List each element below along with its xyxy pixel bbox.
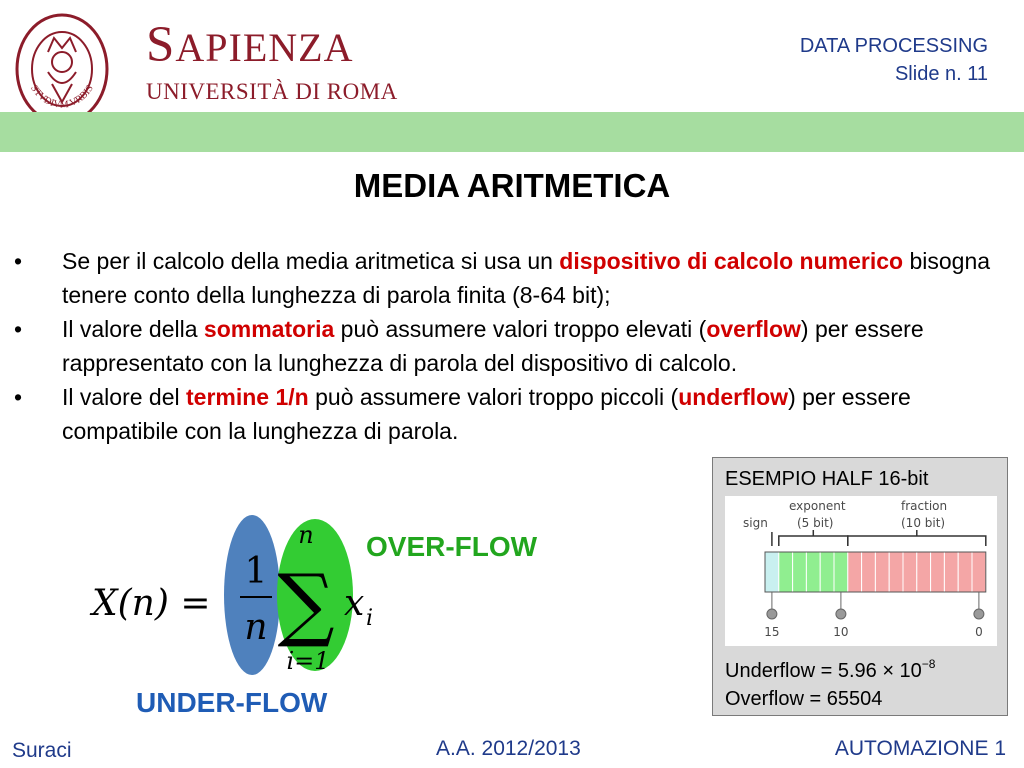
formula-term: x <box>344 583 365 624</box>
bullet-highlight: underflow <box>678 384 789 410</box>
header-info <box>800 32 988 88</box>
bit-group-brackets <box>772 530 986 546</box>
bit-cell <box>917 552 931 592</box>
bit-position-dot <box>836 609 846 619</box>
bit-cell <box>958 552 972 592</box>
fraction-label: fraction <box>901 499 948 513</box>
bit-position-label: 10 <box>833 625 849 639</box>
bit-position-dot <box>767 609 777 619</box>
half-float-bit-diagram <box>725 496 997 646</box>
bullet-item <box>14 380 1004 448</box>
bit-position-label: 0 <box>975 625 983 639</box>
bit-cell <box>806 552 820 592</box>
fraction-bits-label: (10 bit) <box>901 516 946 530</box>
underflow-label: UNDER-FLOW <box>136 687 328 718</box>
bullet-text: può assumere valori troppo piccoli ( <box>308 384 679 410</box>
bullet-text: ) per essere rappresentato con la lunghezza di parola del dispositivo di calcolo. <box>62 316 924 376</box>
overflow-label: OVER-FLOW <box>366 531 538 562</box>
footer-course: AUTOMAZIONE 1 <box>834 737 1006 760</box>
bit-position-markers <box>764 592 984 639</box>
underflow-value <box>725 650 935 685</box>
bullet-highlight: overflow <box>706 316 801 342</box>
bit-cell <box>875 552 889 592</box>
bit-cell <box>862 552 876 592</box>
formula-term-subscript: i <box>366 606 374 631</box>
university-name <box>146 17 354 73</box>
bullet-text: può assumere valori troppo elevati ( <box>334 316 707 342</box>
seal-text: STVDIVM VRBIS <box>28 83 96 111</box>
sum-symbol: ∑ <box>277 557 335 650</box>
bit-cell <box>889 552 903 592</box>
bit-cell <box>931 552 945 592</box>
bullet-marker: • <box>14 384 23 410</box>
bullet-text: Se per il calcolo della media aritmetica si usa un <box>62 248 560 274</box>
bullet-marker: • <box>14 316 23 342</box>
exponent-bits-label: (5 bit) <box>797 516 834 530</box>
sum-upper-limit: n <box>298 521 314 549</box>
underflow-text: Underflow = 5.96 × 10 <box>725 660 922 682</box>
bullet-marker: • <box>14 248 23 274</box>
bullet-text: ) per essere compatibile con la lunghezza di parola. <box>62 384 911 444</box>
bit-cell <box>820 552 834 592</box>
footer-academic-year: A.A. 2012/2013 <box>436 737 581 760</box>
university-name-rest: APIENZA <box>175 25 354 70</box>
slide-number: Slide n. 11 <box>894 63 988 85</box>
header-band <box>0 112 1024 152</box>
bit-cell <box>903 552 917 592</box>
underflow-ellipse <box>224 515 280 675</box>
bullet-highlight: termine 1/n <box>186 384 309 410</box>
bullet-highlight: sommatoria <box>203 316 335 342</box>
university-subtitle: UNIVERSITÀ DI ROMA <box>146 79 398 104</box>
formula-denominator: n <box>244 607 268 648</box>
fraction-bracket <box>848 530 986 546</box>
exponent-label: exponent <box>789 499 846 513</box>
mean-formula <box>80 505 380 695</box>
footer-author: Suraci <box>12 739 72 762</box>
bit-cell <box>972 552 986 592</box>
overflow-value: Overflow = 65504 <box>725 688 883 710</box>
exponent-bracket <box>779 530 848 546</box>
bullet-highlight: dispositivo di calcolo numerico <box>559 248 904 274</box>
slide-title: MEDIA ARITMETICA <box>353 167 671 204</box>
example-results <box>725 650 935 713</box>
bit-cell <box>779 552 793 592</box>
underflow-exponent: −8 <box>921 657 936 671</box>
course-title: DATA PROCESSING <box>799 35 988 57</box>
bit-position-dot <box>974 609 984 619</box>
sign-label: sign <box>743 516 768 530</box>
example-title: ESEMPIO HALF 16-bit <box>725 468 929 490</box>
bit-cell <box>944 552 958 592</box>
bullet-item <box>14 312 1004 380</box>
formula-lhs: X(n) = <box>92 583 211 624</box>
bullet-text: Il valore del <box>62 384 187 410</box>
university-seal-logo <box>14 12 110 126</box>
bit-cell <box>848 552 862 592</box>
bullet-item <box>14 244 1004 312</box>
bullet-text: Il valore della <box>62 316 204 342</box>
bit-cell <box>834 552 848 592</box>
formula-numerator: 1 <box>244 551 268 592</box>
bit-cell <box>793 552 807 592</box>
sum-lower-limit: i=1 <box>286 647 330 675</box>
bit-cell <box>765 552 779 592</box>
university-name-initial: S <box>146 17 176 73</box>
bit-cells <box>765 552 986 592</box>
bit-position-label: 15 <box>764 625 780 639</box>
bullet-list <box>14 244 1004 448</box>
half-precision-example <box>712 457 1008 716</box>
bullet-text: bisogna tenere conto della lunghezza di parola finita (8-64 bit); <box>62 248 991 308</box>
